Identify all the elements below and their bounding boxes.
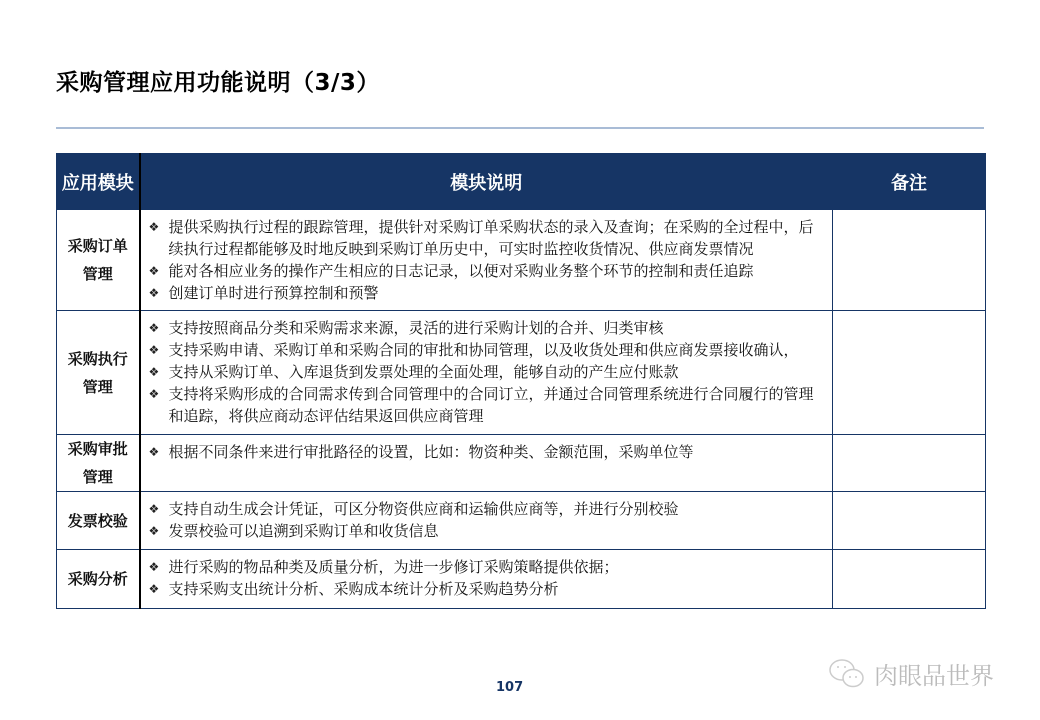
description-item xyxy=(149,361,829,383)
note-cell xyxy=(833,435,986,492)
module-name: 采购订单 管理 xyxy=(57,210,140,311)
diamond-bullet-icon: ❖ xyxy=(148,220,160,234)
description-text: 创建订单时进行预算控制和预警 xyxy=(168,284,379,302)
description-text: 进行采购的物品种类及质量分析，为进一步修订采购策略提供依据； xyxy=(168,558,619,576)
description-item xyxy=(149,317,829,339)
description-item xyxy=(149,383,829,427)
diamond-bullet-icon: ❖ xyxy=(148,343,160,357)
title-divider xyxy=(56,127,984,129)
diamond-bullet-icon: ❖ xyxy=(148,524,160,538)
module-description xyxy=(140,435,833,492)
description-item xyxy=(149,498,829,520)
description-text: 支持自动生成会计凭证，可区分物资供应商和运输供应商等，并进行分别校验 xyxy=(168,500,679,518)
diamond-bullet-icon: ❖ xyxy=(148,264,160,278)
module-name: 采购分析 xyxy=(57,550,140,609)
module-description xyxy=(140,550,833,609)
description-text: 能对各相应业务的操作产生相应的日志记录，以便对采购业务整个环节的控制和责任追踪 xyxy=(168,262,754,280)
module-name: 采购执行 管理 xyxy=(57,311,140,435)
diamond-bullet-icon: ❖ xyxy=(148,560,160,574)
description-item xyxy=(149,282,829,304)
module-name: 发票校验 xyxy=(57,492,140,550)
description-item xyxy=(149,441,829,463)
description-text: 支持采购申请、采购订单和采购合同的审批和协同管理，以及收货处理和供应商发票接收确认， xyxy=(168,341,799,359)
description-text: 支持按照商品分类和采购需求来源，灵活的进行采购计划的合并、归类审核 xyxy=(168,319,664,337)
note-cell xyxy=(833,550,986,609)
description-item xyxy=(149,520,829,542)
table-header-row xyxy=(57,154,986,210)
header-note: 备注 xyxy=(833,154,986,210)
diamond-bullet-icon: ❖ xyxy=(148,387,160,401)
diamond-bullet-icon: ❖ xyxy=(148,321,160,335)
description-item xyxy=(149,260,829,282)
function-table xyxy=(56,153,986,609)
description-item xyxy=(149,216,829,260)
module-description xyxy=(140,311,833,435)
watermark-text: 肉眼品世界 xyxy=(874,662,994,690)
diamond-bullet-icon: ❖ xyxy=(148,286,160,300)
description-item xyxy=(149,339,829,361)
description-text: 提供采购执行过程的跟踪管理，提供针对采购订单采购状态的录入及查询；在采购的全过程中，后续执行过程都能够及时地反映到采购订单历史中，可实时监控收货情况、供应商发票情况 xyxy=(168,218,814,258)
table-row xyxy=(57,550,986,609)
diamond-bullet-icon: ❖ xyxy=(148,365,160,379)
description-item xyxy=(149,578,829,600)
module-description xyxy=(140,210,833,311)
diamond-bullet-icon: ❖ xyxy=(148,445,160,459)
diamond-bullet-icon: ❖ xyxy=(148,502,160,516)
page-title: 采购管理应用功能说明（3/3） xyxy=(56,70,380,96)
description-item xyxy=(149,556,829,578)
table-row xyxy=(57,492,986,550)
header-module: 应用模块 xyxy=(57,154,140,210)
wechat-icon xyxy=(828,658,866,690)
note-cell xyxy=(833,311,986,435)
header-description: 模块说明 xyxy=(140,154,833,210)
page-number: 107 xyxy=(496,680,524,695)
diamond-bullet-icon: ❖ xyxy=(148,582,160,596)
description-text: 支持采购支出统计分析、采购成本统计分析及采购趋势分析 xyxy=(168,580,559,598)
table-row xyxy=(57,311,986,435)
description-text: 支持将采购形成的合同需求传到合同管理中的合同订立，并通过合同管理系统进行合同履行的管理和追踪，将供应商动态评估结果返回供应商管理 xyxy=(168,385,814,425)
module-name: 采购审批 管理 xyxy=(57,435,140,492)
module-description xyxy=(140,492,833,550)
note-cell xyxy=(833,492,986,550)
description-text: 支持从采购订单、入库退货到发票处理的全面处理，能够自动的产生应付账款 xyxy=(168,363,679,381)
table-row xyxy=(57,210,986,311)
table-row xyxy=(57,435,986,492)
description-text: 发票校验可以追溯到采购订单和收货信息 xyxy=(168,522,439,540)
watermark xyxy=(828,656,994,691)
note-cell xyxy=(833,210,986,311)
description-text: 根据不同条件来进行审批路径的设置，比如：物资种类、金额范围，采购单位等 xyxy=(168,443,694,461)
